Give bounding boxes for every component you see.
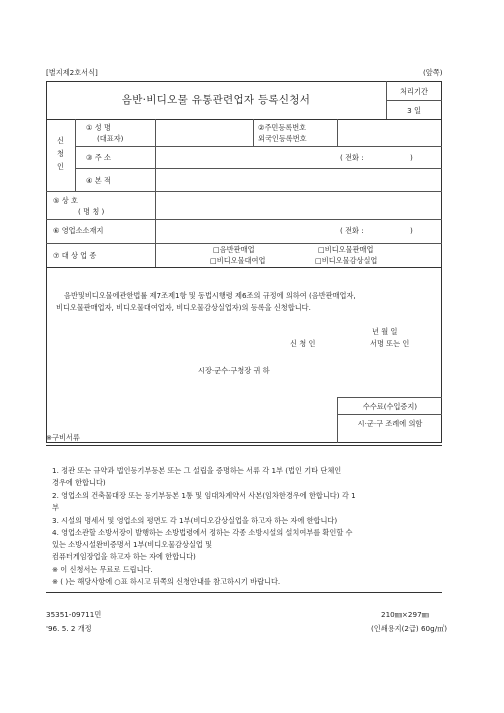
trade-name-field[interactable] (156, 192, 441, 218)
domicile-field[interactable] (156, 169, 441, 190)
location-field[interactable] (156, 220, 336, 242)
option-video-sales-checkbox[interactable]: □비디오물판매업 (318, 245, 374, 254)
document-item: 1. 정관 또는 규약과 법인등기부등본 또는 그 설립을 증명하는 서류 각 1부 (법인 기타 단체인 (52, 466, 342, 475)
document-item: 있는 소방시설완비증명서 1부(비디오물감상실업 및 (52, 540, 213, 549)
application-date: 년 월 일 (372, 327, 398, 336)
option-record-sales-checkbox[interactable]: □음반판매업 (213, 245, 255, 254)
trade-name-label: ⑤ 상 호 (53, 196, 78, 205)
domicile-label: ④ 본 적 (86, 176, 111, 185)
name-sub-label: (대표자) (97, 134, 124, 143)
required-documents-heading: ※구비서류 (46, 433, 80, 442)
page-side: (앞쪽) (423, 68, 443, 77)
option-video-rental-checkbox[interactable]: □비디오물대여업 (210, 256, 266, 265)
statement-line-1: 음반및비디오물에관한법률 제7조제1항 및 동법시행령 제6조의 규정에 의하여 (음반판매업자, (64, 291, 356, 300)
applicant-group-char-2: 청 (57, 149, 64, 158)
notice-free: ※ 이 신청서는 무료로 드립니다. (52, 565, 153, 574)
document-item: 3. 시설의 명세서 및 영업소의 평면도 각 1부(비디오감상실업을 하고자 하는 자에 한합니다) (52, 516, 338, 525)
revision-date: '96. 5. 2 개정 (46, 624, 92, 633)
trade-name-sub-label: ( 명 칭 ) (78, 207, 105, 216)
address-field[interactable] (156, 147, 336, 168)
address-label: ③ 주 소 (86, 153, 111, 162)
address-phone-close: ) (410, 153, 413, 162)
processing-period-label: 처리기간 (400, 87, 428, 96)
document-item: 경우에 한합니다) (52, 478, 106, 487)
document-item: 4. 영업소관할 소방서장이 발행하는 소방법령에서 정하는 각종 소방시설의 설치여부를 확인할 수 (52, 528, 353, 537)
location-phone-close: ) (410, 226, 413, 235)
processing-period-value: 3 일 (407, 106, 421, 115)
applicant-signature-label: 신 청 인 (290, 339, 316, 348)
id-number-field[interactable] (338, 120, 441, 145)
resident-number-label: ②주민등록번호 (258, 123, 307, 132)
form-number: [별지제2호서식] (46, 68, 98, 77)
form-title: 음반·비디오물 유통관련업자 등록신청서 (121, 94, 311, 106)
signature-label: 서명 또는 인 (370, 339, 410, 348)
notice-parentheses: ※ ( )는 해당사항에 ○표 하시고 뒤쪽의 신청안내를 참고하시기 바랍니다. (52, 577, 281, 586)
option-video-viewing-checkbox[interactable]: □비디오물감상실업 (315, 256, 378, 265)
paper-size: 210㎜×297㎜ (381, 610, 429, 619)
paper-spec: (인쇄용지(2급) 60g/㎡) (371, 624, 448, 633)
statement-line-2: 비디오물판매업자, 비디오물대여업자, 비디오물감상실업자)의 등록을 신청합니다. (56, 303, 311, 312)
location-phone-label: ( 전화 : (340, 226, 364, 235)
document-item: 2. 영업소의 건축물대장 또는 등기부등본 1통 및 임대차계약서 사본(임차한경우에 한합니다) 각 1 (52, 491, 356, 500)
name-field[interactable] (156, 120, 252, 145)
name-label: ① 성 명 (86, 123, 111, 132)
fee-label: 수수료(수입증지) (362, 402, 418, 411)
document-item: 컴퓨터게임장업을 하고자 하는 자에 한합니다) (52, 552, 196, 561)
location-label: ⑥ 영업소소재지 (53, 226, 104, 235)
document-item: 부 (52, 503, 59, 512)
applicant-group-char-1: 신 (57, 136, 64, 145)
addressee: 시장·군수·구청장 귀 하 (198, 366, 270, 375)
business-type-label: ⑦ 대 상 업 종 (53, 251, 97, 260)
fee-value: 시·군·구 조례에 의함 (357, 419, 423, 428)
applicant-group-char-3: 인 (57, 162, 64, 171)
foreigner-number-label: 외국인등록번호 (258, 134, 307, 143)
form-code: 35351-09711민 (46, 610, 102, 619)
address-phone-label: ( 전화 : (340, 153, 364, 162)
